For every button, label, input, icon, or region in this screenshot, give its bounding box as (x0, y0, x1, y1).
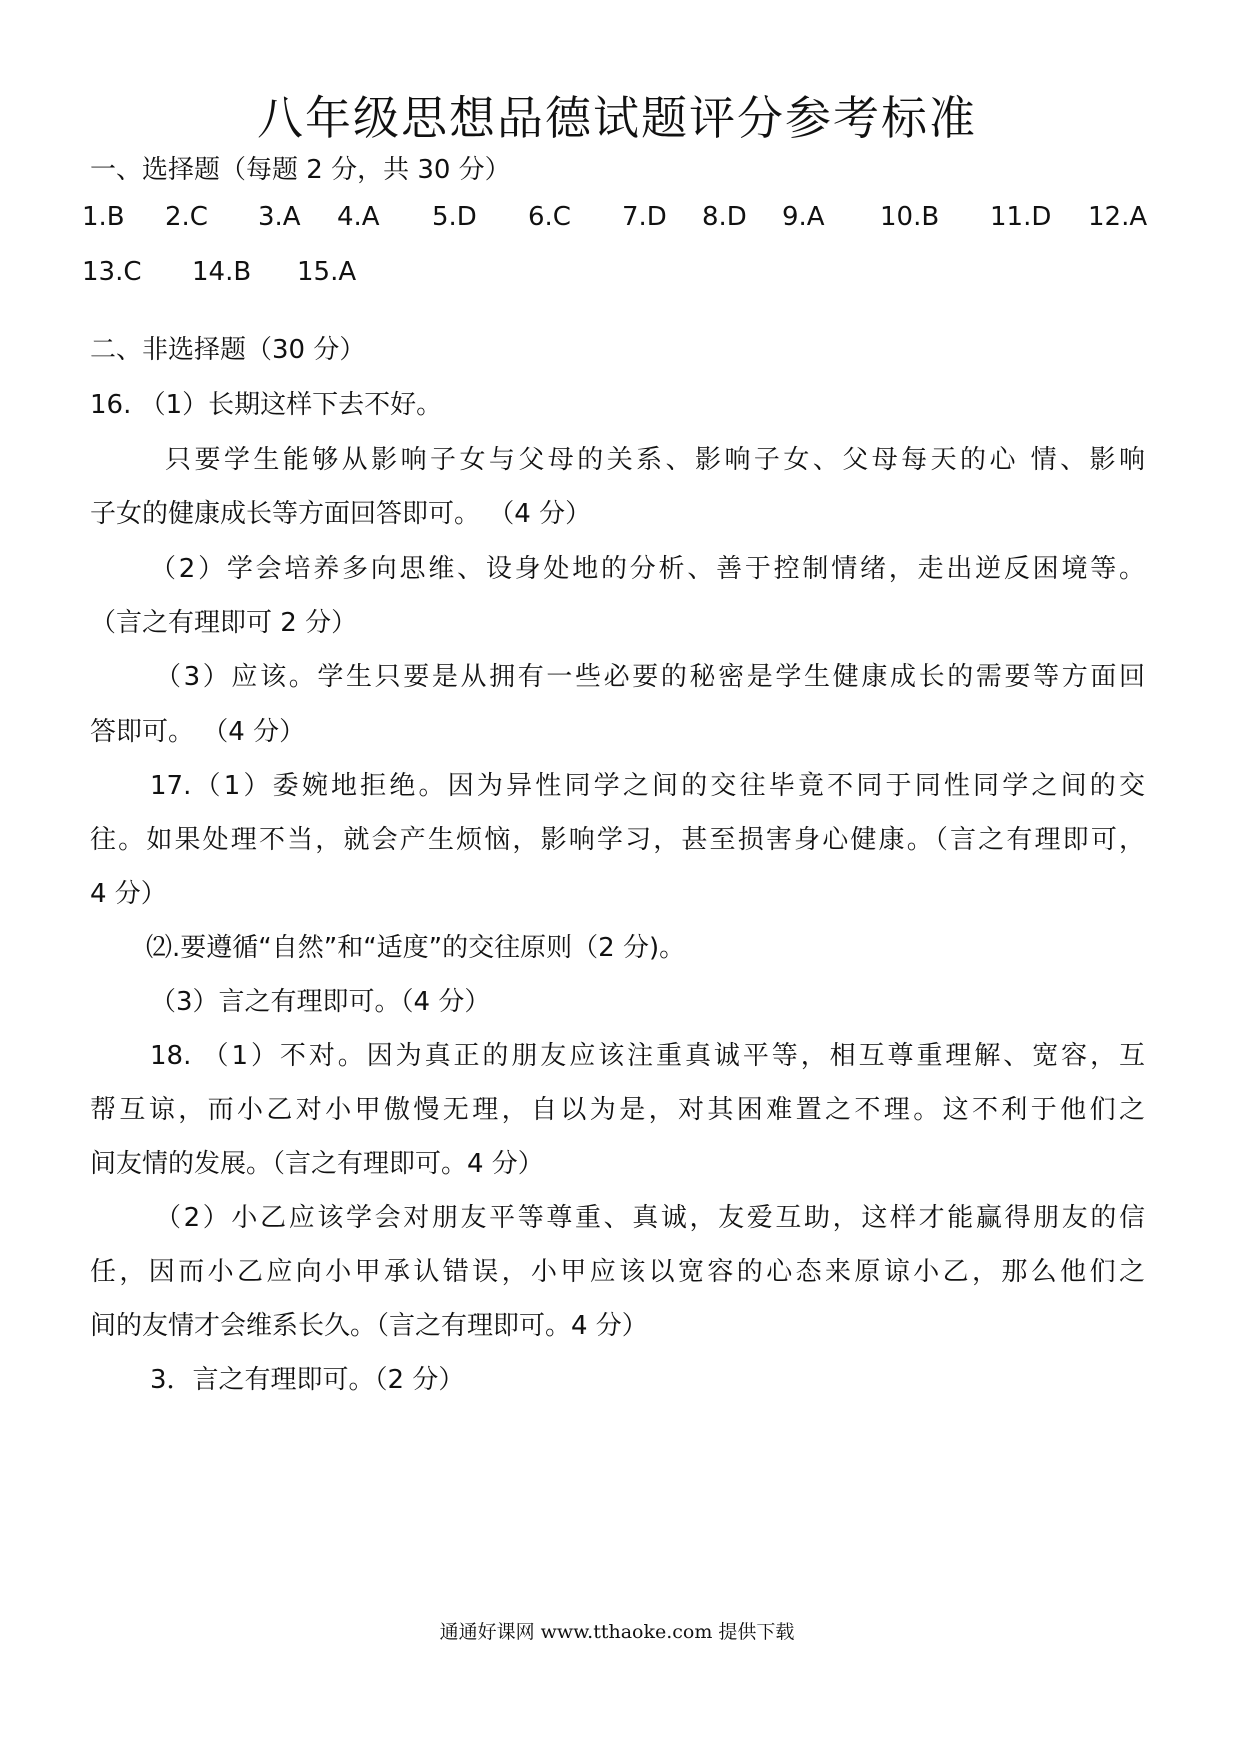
q17-part2: ⑵.要遵循“自然”和“适度”的交往原则（2 分)。 (146, 933, 686, 963)
q18-part2-cont2: 间的友情才会维系长久。（言之有理即可。4 分） (90, 1311, 648, 1341)
answer-15: 15.A (297, 257, 357, 287)
q17-part1-cont2: 4 分） (90, 879, 167, 909)
q17-part3: （3）言之有理即可。（4 分） (150, 987, 491, 1017)
q16-part3: （3）应该。学生只要是从拥有一些必要的秘密是学生健康成长的需要等方面回 (155, 662, 1145, 692)
answer-8: 8.D (702, 202, 747, 232)
q18-part2: （2）小乙应该学会对朋友平等尊重、真诚，友爱互助，这样才能赢得朋友的信 (155, 1203, 1145, 1233)
answer-7: 7.D (622, 202, 667, 232)
answer-3: 3.A (258, 202, 301, 232)
footer-source: 通通好课网 www.tthaoke.com 提供下载 (439, 1621, 795, 1643)
q16-part3-cont: 答即可。 （4 分） (90, 717, 306, 747)
q16-part1: 16. （1）长期这样下去不好。 (90, 390, 443, 420)
q16-part1-detail: 只要学生能够从影响子女与父母的关系、影响子女、父母每天的心 情、影响 (165, 445, 1145, 475)
answer-14: 14.B (192, 257, 252, 287)
answer-2: 2.C (165, 202, 208, 232)
q16-part2-cont: （言之有理即可 2 分） (90, 608, 358, 638)
q18-part1-cont2: 间友情的发展。（言之有理即可。4 分） (90, 1149, 544, 1179)
q18-part1: 18. （1）不对。因为真正的朋友应该注重真诚平等，相互尊重理解、宽容，互 (150, 1041, 1145, 1071)
section1-heading: 一、选择题（每题 2 分，共 30 分） (90, 155, 511, 185)
answer-9: 9.A (782, 202, 825, 232)
q18-part2-cont: 任，因而小乙应向小甲承认错误，小甲应该以宽容的心态来原谅小乙，那么他们之 (90, 1257, 1145, 1287)
answer-11: 11.D (990, 202, 1052, 232)
q18-part3: 3．言之有理即可。（2 分） (150, 1365, 465, 1395)
answer-6: 6.C (528, 202, 571, 232)
answer-4: 4.A (337, 202, 380, 232)
answer-13: 13.C (82, 257, 142, 287)
section2-heading: 二、非选择题（30 分） (90, 335, 366, 365)
document-title: 八年级思想品德试题评分参考标准 (257, 91, 977, 145)
answer-12: 12.A (1088, 202, 1148, 232)
answer-10: 10.B (880, 202, 940, 232)
q18-part1-cont: 帮互谅，而小乙对小甲傲慢无理，自以为是，对其困难置之不理。这不利于他们之 (90, 1095, 1145, 1125)
q16-part1-detail-cont: 子女的健康成长等方面回答即可。 （4 分） (90, 499, 592, 529)
q17-part1-cont: 往。如果处理不当，就会产生烦恼，影响学习，甚至损害身心健康。（言之有理即可， (90, 825, 1145, 855)
answer-5: 5.D (432, 202, 477, 232)
q16-part2: （2）学会培养多向思维、设身处地的分析、善于控制情绪，走出逆反困境等。 (150, 554, 1145, 584)
q17-part1: 17.（1）委婉地拒绝。因为异性同学之间的交往毕竟不同于同性同学之间的交 (150, 771, 1145, 801)
answer-1: 1.B (82, 202, 125, 232)
